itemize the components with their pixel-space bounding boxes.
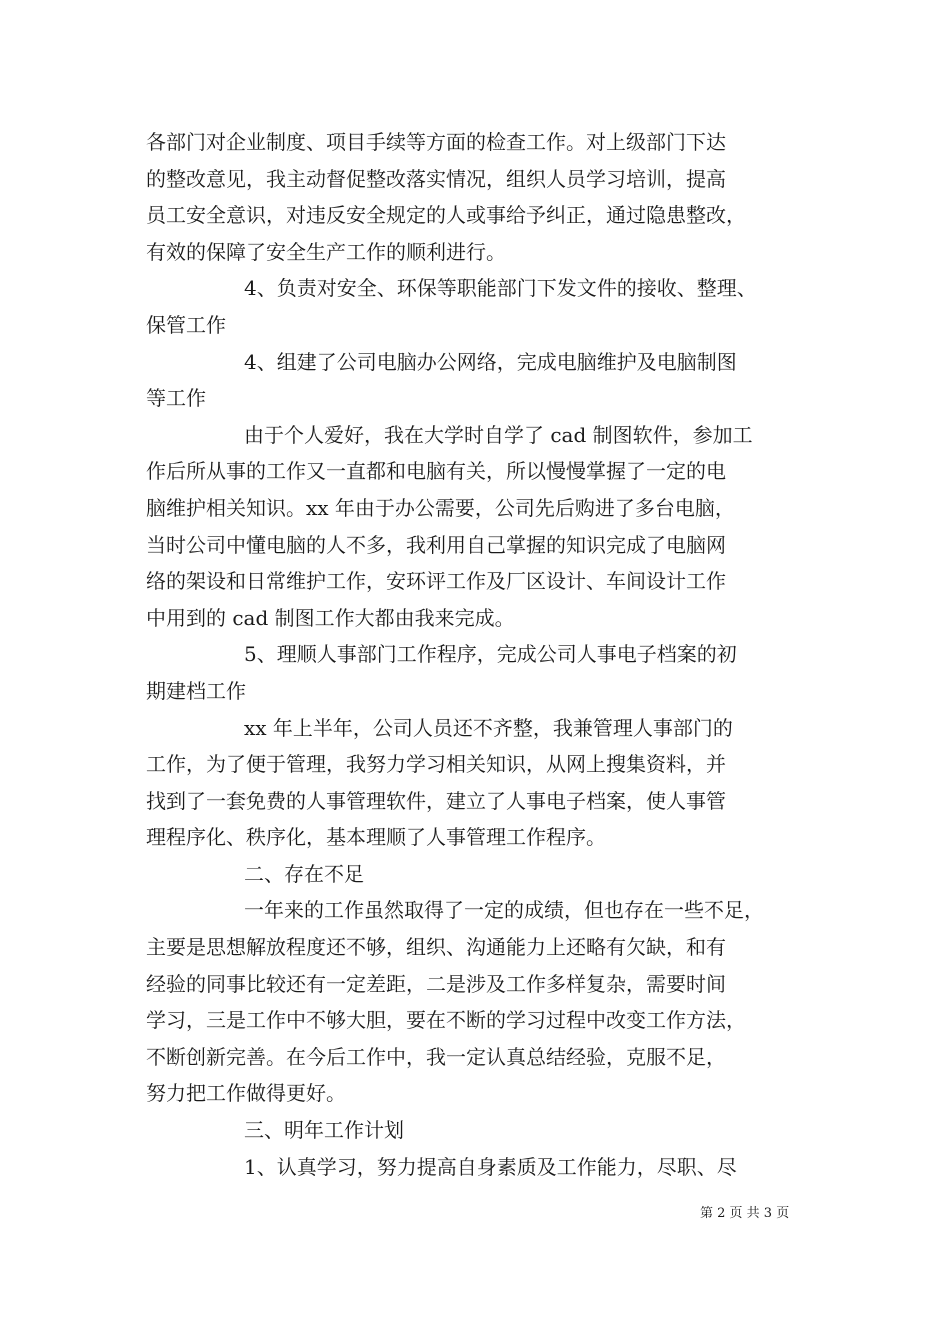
- body-text: [146, 124, 826, 1185]
- text-line: 由于个人爱好，我在大学时自学了 cad 制图软件，参加工: [244, 422, 753, 447]
- text-line: 一年来的工作虽然取得了一定的成绩，但也存在一些不足，: [244, 898, 764, 923]
- page-number-footer: 第 2 页 共 3 页: [700, 1206, 790, 1221]
- text-line: 二、存在不足: [244, 861, 364, 886]
- text-line: 理程序化、秩序化，基本理顺了人事管理工作程序。: [146, 825, 606, 850]
- text-line: 当时公司中懂电脑的人不多，我利用自己掌握的知识完成了电脑网: [146, 532, 726, 557]
- text-line: 的整改意见，我主动督促整改落实情况，组织人员学习培训，提高: [146, 166, 726, 191]
- text-line: 努力把工作做得更好。: [146, 1081, 346, 1106]
- text-line: 主要是思想解放程度还不够，组织、沟通能力上还略有欠缺，和有: [146, 935, 726, 960]
- text-line: 员工安全意识，对违反安全规定的人或事给予纠正，通过隐患整改，: [146, 203, 746, 228]
- text-line: 三、明年工作计划: [244, 1118, 404, 1143]
- text-line: 不断创新完善。在今后工作中，我一定认真总结经验，克服不足，: [146, 1044, 726, 1069]
- text-line: 找到了一套免费的人事管理软件，建立了人事电子档案，使人事管: [146, 788, 726, 813]
- text-line: 有效的保障了安全生产工作的顺利进行。: [146, 239, 506, 264]
- text-line: 经验的同事比较还有一定差距，二是涉及工作多样复杂，需要时间: [146, 971, 726, 996]
- text-line: 1、认真学习，努力提高自身素质及工作能力，尽职、尽: [244, 1154, 737, 1179]
- text-line: 学习，三是工作中不够大胆，要在不断的学习过程中改变工作方法，: [146, 1008, 746, 1033]
- text-line: 期建档工作: [146, 678, 246, 703]
- text-line: 脑维护相关知识。xx 年由于办公需要，公司先后购进了多台电脑，: [146, 495, 735, 520]
- text-line: xx 年上半年，公司人员还不齐整，我兼管理人事部门的: [244, 715, 733, 740]
- text-line: 络的架设和日常维护工作，安环评工作及厂区设计、车间设计工作: [146, 569, 726, 594]
- text-line: 作后所从事的工作又一直都和电脑有关，所以慢慢掌握了一定的电: [146, 459, 726, 484]
- text-line: 保管工作: [146, 312, 226, 337]
- text-line: 中用到的 cad 制图工作大都由我来完成。: [146, 605, 515, 630]
- text-line: 4、组建了公司电脑办公网络，完成电脑维护及电脑制图: [244, 349, 737, 374]
- text-line: 各部门对企业制度、项目手续等方面的检查工作。对上级部门下达: [146, 130, 726, 154]
- text-line: 工作，为了便于管理，我努力学习相关知识，从网上搜集资料，并: [146, 752, 726, 777]
- text-line: 5、理顺人事部门工作程序，完成公司人事电子档案的初: [244, 642, 737, 667]
- text-line: 等工作: [146, 386, 206, 411]
- text-line: 4、负责对安全、环保等职能部门下发文件的接收、整理、: [244, 276, 757, 301]
